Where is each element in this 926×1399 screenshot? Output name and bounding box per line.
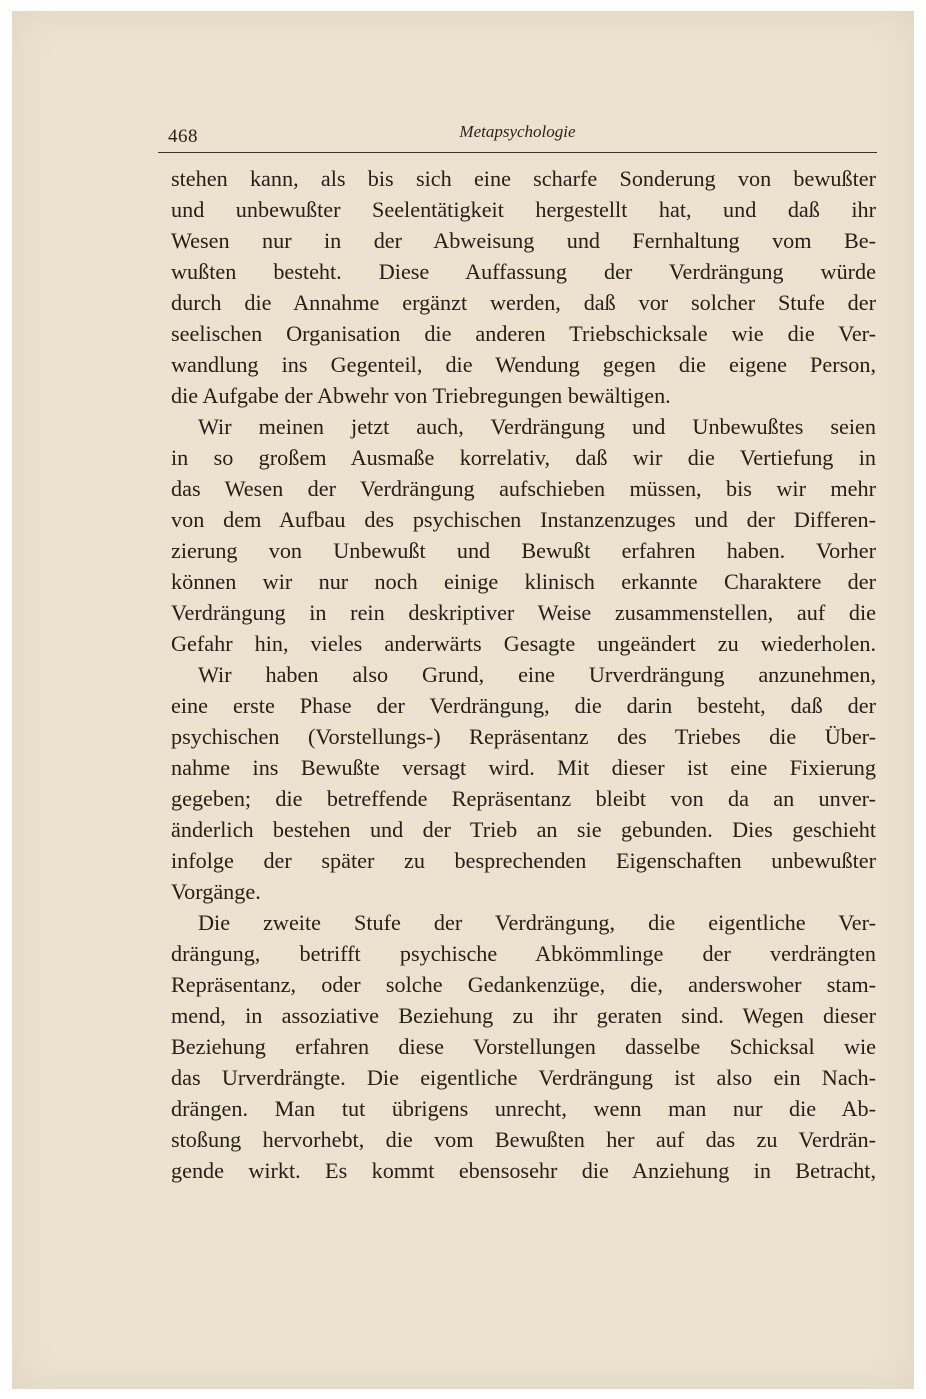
- text-line: durch die Annahme ergänzt werden, daß vor solcher Stufe der: [171, 290, 876, 315]
- text-line: Repräsentanz, oder solche Gedankenzüge, die, anderswoher stam-: [171, 972, 876, 997]
- text-line: zierung von Unbewußt und Bewußt erfahren haben. Vorher: [171, 538, 876, 563]
- text-line: die Aufgabe der Abwehr von Triebregungen bewältigen.: [171, 383, 671, 408]
- text-line: drängen. Man tut übrigens unrecht, wenn man nur die Ab-: [171, 1096, 876, 1121]
- body-text: [171, 163, 876, 1186]
- text-line: nahme ins Bewußte versagt wird. Mit dieser ist eine Fixierung: [171, 755, 876, 780]
- text-line: Die zweite Stufe der Verdrängung, die eigentliche Ver-: [198, 910, 876, 935]
- page-header: [158, 120, 877, 153]
- text-line: mend, in assoziative Beziehung zu ihr geraten sind. Wegen dieser: [171, 1003, 876, 1028]
- text-line: gegeben; die betreffende Repräsentanz bleibt von da an unver-: [171, 786, 876, 811]
- text-line: drängung, betrifft psychische Abkömmlinge der verdrängten: [171, 941, 876, 966]
- text-line: Gefahr hin, vieles anderwärts Gesagte ungeändert zu wiederholen.: [171, 631, 876, 656]
- text-line: Wir haben also Grund, eine Urverdrängung anzunehmen,: [198, 662, 876, 687]
- text-line: können wir nur noch einige klinisch erkannte Charaktere der: [171, 569, 876, 594]
- text-line: änderlich bestehen und der Trieb an sie gebunden. Dies geschieht: [171, 817, 876, 842]
- text-line: eine erste Phase der Verdrängung, die darin besteht, daß der: [171, 693, 876, 718]
- text-line: und unbewußter Seelentätigkeit hergestellt hat, und daß ihr: [171, 197, 876, 222]
- text-line: stoßung hervorhebt, die vom Bewußten her auf das zu Verdrän-: [171, 1127, 876, 1152]
- text-line: Verdrängung in rein deskriptiver Weise zusammenstellen, auf die: [171, 600, 876, 625]
- text-line: gende wirkt. Es kommt ebensosehr die Anziehung in Betracht,: [171, 1158, 876, 1183]
- text-line: von dem Aufbau des psychischen Instanzenzuges und der Differen-: [171, 507, 876, 532]
- page-number: 468: [168, 126, 198, 147]
- text-line: wandlung ins Gegenteil, die Wendung gegen die eigene Person,: [171, 352, 876, 377]
- text-line: in so großem Ausmaße korrelativ, daß wir die Vertiefung in: [171, 445, 876, 470]
- text-line: Beziehung erfahren diese Vorstellungen dasselbe Schicksal wie: [171, 1034, 876, 1059]
- text-line: psychischen (Vorstellungs-) Repräsentanz des Triebes die Über-: [171, 724, 876, 749]
- text-line: Vorgänge.: [171, 879, 261, 904]
- text-line: das Urverdrängte. Die eigentliche Verdrängung ist also ein Nach-: [171, 1065, 876, 1090]
- text-line: Wir meinen jetzt auch, Verdrängung und Unbewußtes seien: [198, 414, 876, 439]
- text-line: infolge der später zu besprechenden Eigenschaften unbewußter: [171, 848, 876, 873]
- text-line: Wesen nur in der Abweisung und Fernhaltung vom Be-: [171, 228, 876, 253]
- text-line: seelischen Organisation die anderen Triebschicksale wie die Ver-: [171, 321, 876, 346]
- text-line: das Wesen der Verdrängung aufschieben müssen, bis wir mehr: [171, 476, 876, 501]
- text-line: stehen kann, als bis sich eine scharfe Sonderung von bewußter: [171, 166, 876, 191]
- text-line: wußten besteht. Diese Auffassung der Verdrängung würde: [171, 259, 876, 284]
- running-title: Metapsychologie: [459, 122, 576, 141]
